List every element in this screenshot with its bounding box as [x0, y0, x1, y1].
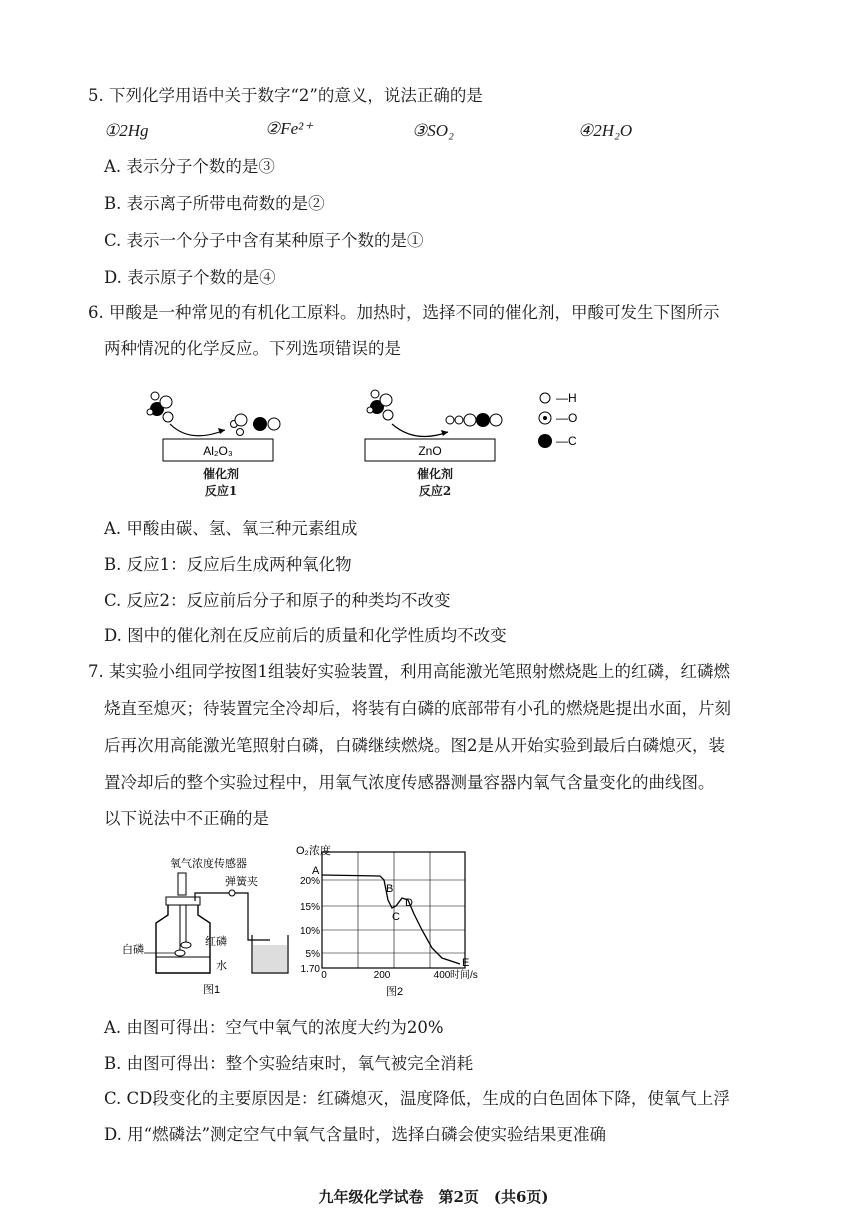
fig2-plot-frame [322, 852, 465, 968]
fig1-caption: 图1 [203, 984, 221, 995]
q5-option-a: A. 表示分子个数的是③ [104, 157, 275, 176]
q7-option-d: D. 用“燃磷法”测定空气中氧气含量时，选择白磷会使实验结果更准确 [104, 1125, 607, 1144]
xtick-200: 200 [373, 970, 391, 981]
q5-item-4: ④2H₂O [578, 121, 633, 140]
fig2-caption: 图2 [386, 986, 404, 998]
ytick-1-70: 1.70 [300, 964, 320, 975]
q6-legend [538, 391, 577, 448]
q7-stem-line2: 烧直至熄灭；待装置完全冷却后，将装有白磷的底部带有小孔的燃烧匙提出水面，片刻 [104, 699, 731, 718]
legend-c-symbol [538, 434, 552, 448]
point-d: D [405, 897, 413, 909]
fig2-point-labels [312, 865, 469, 969]
reaction2-products [446, 413, 502, 427]
point-a: A [312, 865, 320, 877]
q6-option-c: C. 反应2：反应前后分子和原子的种类均不改变 [104, 591, 451, 610]
q6-reaction2-caption: 反应2 [418, 484, 452, 498]
q5-item-3: ③SO₂ [412, 121, 454, 140]
q7-option-c: C. CD段变化的主要原因是：红磷熄灭，温度降低，生成的白色固体下降，使氧气上浮 [104, 1089, 730, 1108]
q6-stem-line2: 两种情况的化学反应。下列选项错误的是 [104, 339, 401, 358]
legend-o: —O [556, 411, 578, 425]
q7-option-a: A. 由图可得出：空气中氧气的浓度大约为20% [104, 1018, 444, 1037]
legend-h-symbol [540, 393, 550, 403]
q7-stem-line5: 以下说法中不正确的是 [104, 809, 269, 828]
q6-reaction1-caption: 反应1 [204, 484, 238, 498]
q7-stem-line1: 7. 某实验小组同学按图1组装好实验装置，利用高能激光笔照射燃烧匙上的红磷，红磷燃 [88, 662, 730, 681]
fig1-sensor-label: 氧气浓度传感器 [170, 858, 247, 870]
fig2-gridlines [322, 852, 465, 968]
q5-option-b: B. 表示离子所带电荷数的是② [104, 194, 325, 213]
q6-option-b: B. 反应1：反应后生成两种氧化物 [104, 555, 352, 574]
ytick-15: 15% [299, 902, 320, 913]
reaction2-molecule [367, 390, 393, 420]
q5-option-c: C. 表示一个分子中含有某种原子个数的是① [104, 231, 424, 250]
ytick-5: 5% [305, 949, 320, 960]
fig2-xticks [321, 970, 451, 981]
fig2-yticks [300, 876, 320, 975]
q7-fig2-chart [292, 840, 502, 1000]
reaction2-arrow [392, 424, 448, 437]
q7-option-b: B. 由图可得出：整个实验结束时，氧气被完全消耗 [104, 1054, 474, 1073]
q7-stem-line3: 后再次用高能激光笔照射白磷，白磷继续燃烧。图2是从开始实验到最后白磷熄灭，装 [104, 736, 725, 755]
q6-option-a: A. 甲酸由碳、氢、氧三种元素组成 [104, 519, 358, 538]
q5-stem: 5. 下列化学用语中关于数字“2”的意义，说法正确的是 [88, 86, 483, 105]
q6-option-d: D. 图中的催化剂在反应前后的质量和化学性质均不改变 [104, 626, 507, 645]
q7-fig1-apparatus [120, 845, 295, 995]
xtick-400: 400 [433, 970, 451, 981]
catalyst2-label: ZnO [418, 444, 442, 458]
q5-item-1: ①2Hg [104, 121, 149, 140]
fig1-clamp-label: 弹簧夹 [225, 876, 258, 888]
point-c: C [392, 911, 400, 923]
ytick-10: 10% [299, 926, 320, 937]
legend-c: —C [556, 434, 577, 448]
q5-item-2: ②Fe²⁺ [265, 119, 313, 138]
ytick-20: 20% [299, 876, 320, 887]
q7-stem-line4: 置冷却后的整个实验过程中，用氧气浓度传感器测量容器内氧气含量变化的曲线图。 [104, 773, 715, 792]
fig1-water-label: 水 [216, 960, 227, 972]
reaction1-products [231, 414, 281, 436]
q6-catalyst-caption-2: 催化剂 [416, 467, 453, 481]
point-b: B [386, 883, 394, 895]
reaction1-arrow [170, 424, 225, 436]
reaction1-molecule [147, 392, 173, 422]
fig1-bottle [156, 903, 210, 973]
xtick-0: 0 [321, 970, 327, 981]
fig2-ylabel: O₂浓度 [296, 845, 331, 857]
page-footer: 九年级化学试卷 第2页 (共6页) [318, 1188, 549, 1206]
q5-option-d: D. 表示原子个数的是④ [104, 268, 276, 287]
catalyst1-label: Al₂O₃ [203, 444, 233, 458]
q6-stem-line1: 6. 甲酸是一种常见的有机化工原料。加热时，选择不同的催化剂，甲酸可发生下图所示 [88, 303, 720, 322]
legend-h: —H [556, 391, 577, 405]
fig1-white-p-label: 白磷 [122, 944, 144, 956]
q6-catalyst-caption-1: 催化剂 [202, 467, 239, 481]
point-e: E [462, 957, 470, 969]
fig2-xlabel: 时间/s [450, 970, 478, 981]
fig1-red-p-label: 红磷 [205, 936, 227, 948]
